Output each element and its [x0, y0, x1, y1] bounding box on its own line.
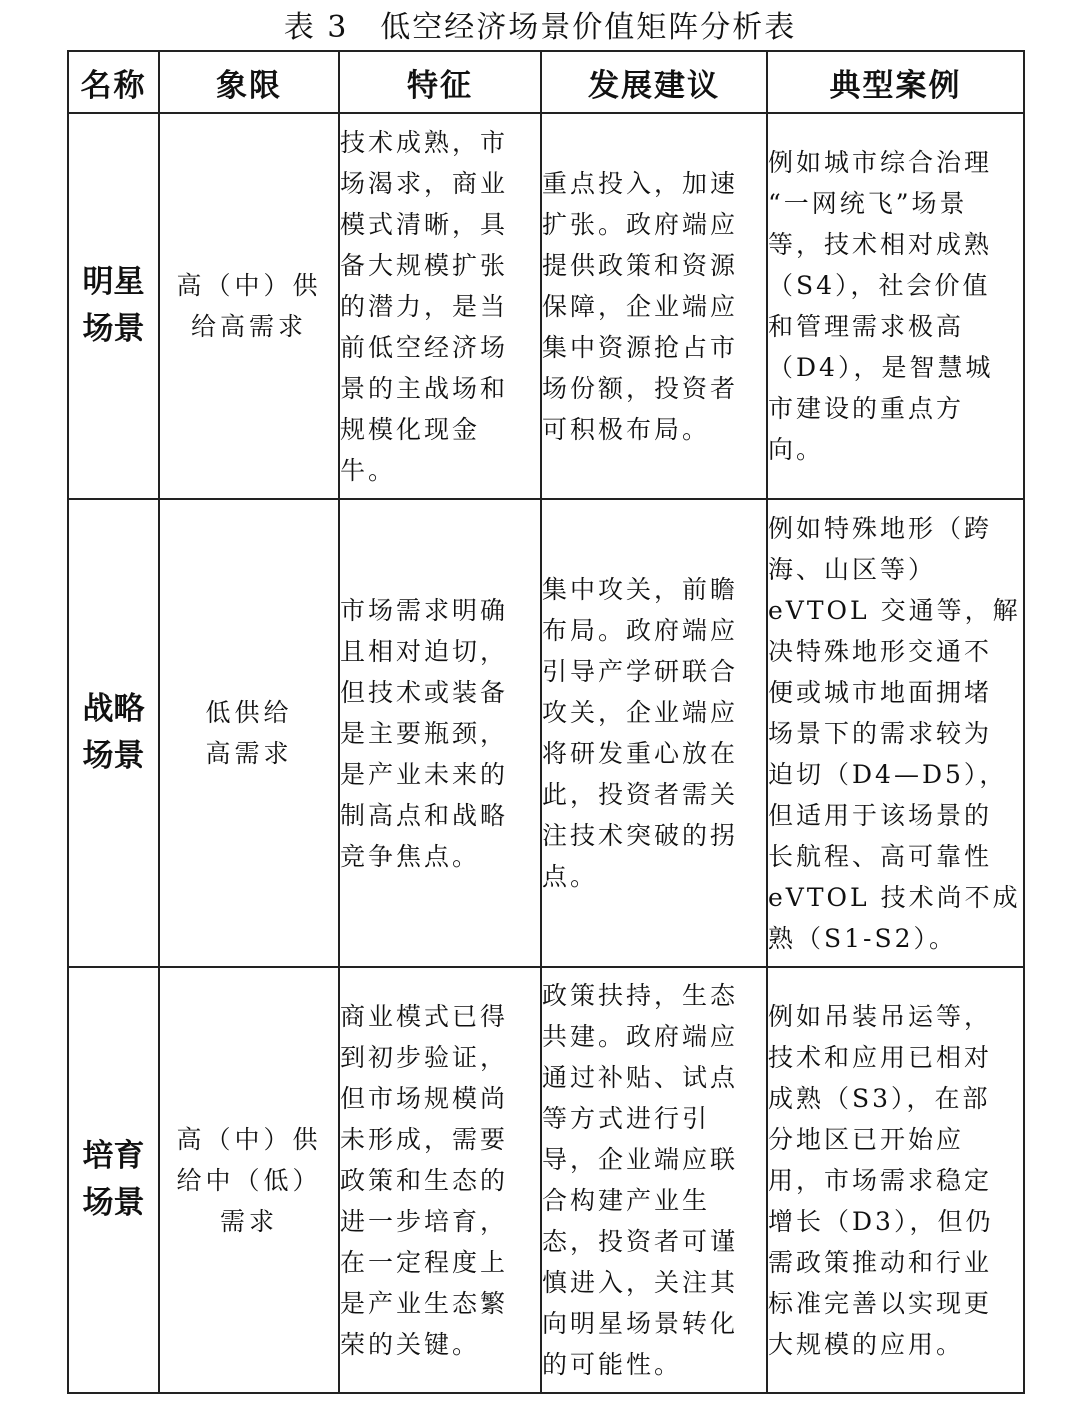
cell-text-line: 集中攻关，前瞻 — [542, 575, 739, 604]
row-name-cell — [68, 499, 159, 967]
cell-text-line: 进一步培育， — [340, 1206, 509, 1236]
cell-text-line: 例如城市综合治理 — [768, 148, 993, 177]
cell-text-line: 市场需求明确 — [340, 595, 509, 625]
cell-text-line: 攻关，企业端应 — [542, 698, 739, 727]
cell-text-line: 但技术或装备 — [340, 677, 509, 707]
row-suggestions-cell — [541, 967, 767, 1393]
cell-text-line: 例如特殊地形（跨 — [768, 513, 993, 543]
header-quadrant: 象限 — [159, 51, 339, 113]
cell-text-line: 培育 — [82, 1138, 145, 1174]
row-name-cell — [68, 113, 159, 499]
cell-text-line: 前低空经济场 — [340, 332, 509, 362]
table-caption: 表 3 低空经济场景价值矩阵分析表 — [283, 10, 797, 45]
row-suggestions-cell — [541, 113, 767, 499]
cell-text-line: eVTOL 交通等，解 — [768, 595, 1021, 625]
row-features-cell — [339, 499, 541, 967]
cell-text-line: 用，市场需求稳定 — [768, 1165, 993, 1195]
cell-text-line: 场景 — [82, 1185, 145, 1221]
cell-text-line: 大规模的应用。 — [768, 1329, 965, 1359]
cell-text-line: 注技术突破的拐 — [542, 821, 739, 850]
header-name: 名称 — [68, 51, 159, 113]
cell-text-line: 共建。政府端应 — [542, 1022, 739, 1051]
cell-text-line: 给中（低） — [176, 1165, 322, 1195]
cell-text-line: 标准完善以实现更 — [768, 1288, 993, 1318]
cell-text-line: 景的主战场和 — [340, 373, 509, 403]
cell-text-line: 海、山区等） — [768, 554, 937, 584]
cell-text-line: 是产业生态繁 — [340, 1288, 509, 1318]
cell-text-line: 战略 — [82, 691, 145, 727]
row-cases-cell — [767, 967, 1024, 1393]
cell-text-line: 竞争焦点。 — [340, 841, 481, 871]
cell-text-line: 迫切（D4—D5）， — [768, 759, 1008, 789]
cell-text-line: 通过补贴、试点 — [542, 1063, 739, 1092]
table-row — [68, 967, 1024, 1393]
cell-text-line: 荣的关键。 — [340, 1329, 481, 1359]
cell-text-line: 且相对迫切， — [340, 636, 509, 666]
cell-text-line: 成熟（S3），在部 — [768, 1083, 991, 1113]
cell-text-line: 保障，企业端应 — [542, 291, 739, 321]
header-cases: 典型案例 — [767, 51, 1024, 113]
cell-text-line: 决特殊地形交通不 — [768, 636, 993, 666]
cell-text-line: （S4），社会价值 — [768, 271, 991, 300]
row-cases-cell — [767, 113, 1024, 499]
cell-text-line: 给高需求 — [190, 312, 307, 341]
cell-text-line: 长航程、高可靠性 — [768, 841, 993, 871]
cell-text-line: 分地区已开始应 — [768, 1124, 965, 1154]
cell-text-line: 和管理需求极高 — [768, 312, 965, 341]
cell-text-line: 是产业未来的 — [340, 759, 509, 789]
cell-text-line: 低供给 — [205, 698, 293, 727]
row-quadrant-cell — [159, 499, 339, 967]
cell-text-line: 慎进入，关注其 — [542, 1268, 739, 1297]
cell-text-line: 向。 — [768, 435, 825, 464]
table-row — [68, 499, 1024, 967]
cell-text-line: 场渴求，商业 — [340, 168, 509, 198]
cell-text-line: 但适用于该场景的 — [768, 800, 993, 830]
cell-text-line: 政策扶持，生态 — [542, 981, 739, 1010]
header-features: 特征 — [339, 51, 541, 113]
cell-text-line: 态，投资者可谨 — [542, 1227, 739, 1256]
cell-text-line: 到初步验证， — [340, 1042, 509, 1072]
row-quadrant-cell — [159, 967, 339, 1393]
cell-text-line: 在一定程度上 — [340, 1247, 509, 1277]
cell-text-line: 扩张。政府端应 — [542, 209, 739, 239]
cell-text-line: 将研发重心放在 — [542, 739, 739, 768]
cell-text-line: 布局。政府端应 — [542, 616, 739, 645]
cell-text-line: 导，企业端应联 — [542, 1145, 739, 1174]
cell-text-line: 合构建产业生 — [542, 1186, 711, 1215]
cell-text-line: 场景 — [82, 738, 145, 774]
cell-text-line: 等方式进行引 — [542, 1104, 711, 1133]
header-row — [68, 51, 1024, 113]
cell-text-line: 高（中）供 — [176, 271, 322, 300]
cell-text-line: 集中资源抢占市 — [542, 332, 739, 362]
cell-text-line: 场景 — [82, 311, 145, 347]
cell-text-line: 政策和生态的 — [340, 1165, 509, 1195]
row-quadrant-cell — [159, 113, 339, 499]
cell-text-line: 技术和应用已相对 — [768, 1042, 993, 1072]
cell-text-line: 明星 — [82, 264, 145, 300]
row-features-cell — [339, 967, 541, 1393]
cell-text-line: 的潜力，是当 — [340, 291, 509, 321]
cell-text-line: 商业模式已得 — [340, 1001, 509, 1031]
cell-text-line: 但市场规模尚 — [340, 1083, 509, 1113]
row-cases-cell — [767, 499, 1024, 967]
header-suggestions: 发展建议 — [541, 51, 767, 113]
cell-text-line: 提供政策和资源 — [542, 250, 739, 280]
value-matrix-table — [67, 50, 1025, 1394]
cell-text-line: 增长（D3），但仍 — [768, 1206, 994, 1236]
row-suggestions-cell — [541, 499, 767, 967]
cell-text-line: 此，投资者需关 — [542, 780, 739, 809]
cell-text-line: （D4），是智慧城 — [768, 353, 994, 382]
cell-text-line: 高需求 — [205, 739, 293, 768]
cell-text-line: 场景下的需求较为 — [768, 718, 993, 748]
cell-text-line: 可积极布局。 — [542, 414, 711, 444]
cell-text-line: 模式清晰，具 — [340, 209, 509, 239]
cell-text-line: 牛。 — [340, 455, 397, 485]
cell-text-line: 高（中）供 — [176, 1124, 322, 1154]
cell-text-line: 需政策推动和行业 — [768, 1247, 993, 1277]
row-features-cell — [339, 113, 541, 499]
cell-text-line: 点。 — [542, 862, 599, 891]
cell-text-line: 例如吊装吊运等， — [768, 1001, 993, 1031]
cell-text-line: 引导产学研联合 — [542, 657, 739, 686]
cell-text-line: 熟（S1-S2）。 — [768, 923, 958, 953]
cell-text-line: 规模化现金 — [340, 414, 481, 444]
cell-text-line: eVTOL 技术尚不成 — [768, 882, 1021, 912]
cell-text-line: 重点投入，加速 — [542, 168, 739, 198]
cell-text-line: “一网统飞”场景 — [768, 189, 968, 218]
cell-text-line: 向明星场景转化 — [542, 1309, 739, 1338]
cell-text-line: 等，技术相对成熟 — [768, 230, 993, 259]
cell-text-line: 市建设的重点方 — [768, 394, 965, 423]
cell-text-line: 的可能性。 — [542, 1350, 683, 1379]
cell-text-line: 备大规模扩张 — [340, 250, 509, 280]
cell-text-line: 便或城市地面拥堵 — [768, 677, 993, 707]
table-row — [68, 113, 1024, 499]
cell-text-line: 场份额，投资者 — [542, 373, 739, 403]
cell-text-line: 技术成熟，市 — [340, 127, 509, 157]
cell-text-line: 制高点和战略 — [340, 800, 509, 830]
cell-text-line: 未形成，需要 — [340, 1124, 509, 1154]
cell-text-line: 需求 — [219, 1206, 278, 1236]
row-name-cell — [68, 967, 159, 1393]
cell-text-line: 是主要瓶颈， — [340, 718, 509, 748]
